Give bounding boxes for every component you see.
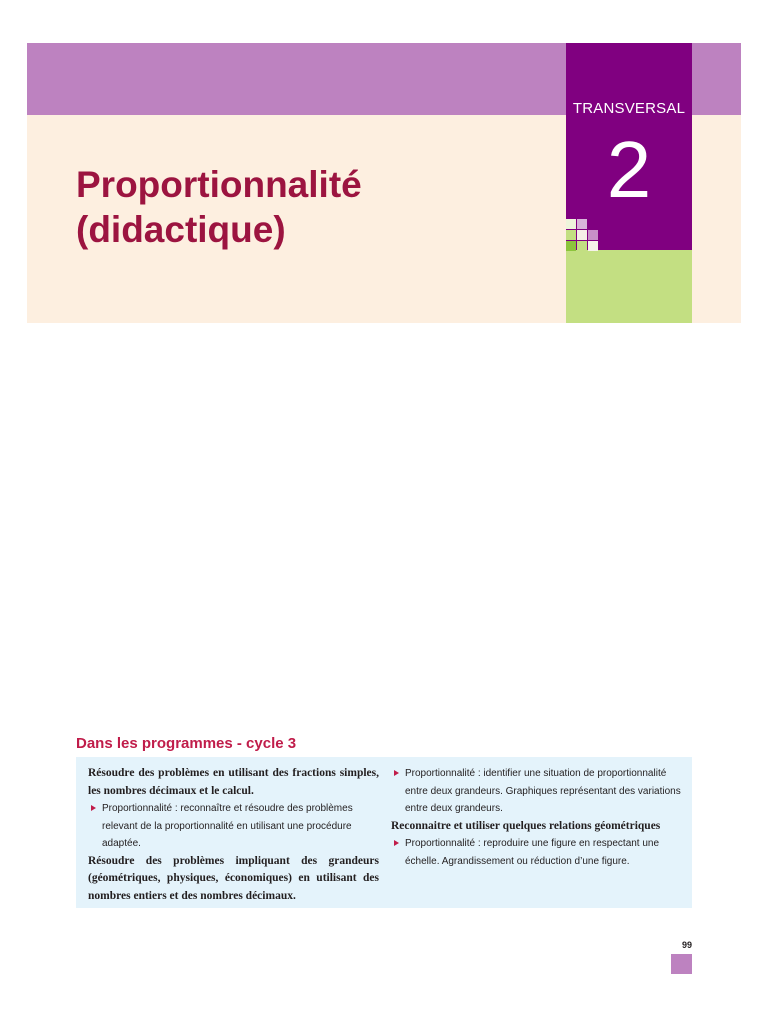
program-bullet-text: Proportionnalité : reproduire une figure en respectant une échelle. Agrandissement ou réduction d’une figure.	[405, 838, 660, 867]
program-right-column	[391, 765, 683, 870]
triangle-bullet-icon	[394, 770, 399, 776]
pixel-square	[577, 241, 587, 251]
page-title-line1: Proportionnalité	[76, 164, 362, 205]
page-marker-square	[671, 954, 692, 974]
program-bullet	[391, 835, 683, 870]
triangle-bullet-icon	[91, 805, 96, 811]
chapter-label: TRANSVERSAL	[572, 100, 686, 117]
program-box	[76, 757, 692, 908]
program-bullet	[88, 800, 379, 853]
chapter-green-block	[566, 250, 692, 323]
pixel-square	[577, 230, 587, 240]
program-bullet	[391, 765, 683, 818]
pixel-square	[588, 241, 598, 251]
triangle-bullet-icon	[394, 840, 399, 846]
page-title-line2: (didactique)	[76, 209, 286, 250]
chapter-number: 2	[606, 125, 652, 214]
pixel-square	[577, 219, 587, 229]
page-title	[76, 162, 362, 252]
program-left-column	[88, 765, 379, 905]
pixel-square	[588, 230, 598, 240]
page-number: 99	[681, 940, 692, 950]
section-heading: Dans les programmes - cycle 3	[76, 735, 297, 752]
program-item: Reconnaitre et utiliser quelques relations géométriques	[391, 819, 661, 832]
pixel-square	[566, 219, 576, 229]
program-bullet-text: Proportionnalité : reconnaître et résoudre des problèmes relevant de la proportionnalité en utilisant une procédure adaptée.	[102, 803, 353, 849]
program-bullet-text: Proportionnalité : identifier une situation de proportionnalité entre deux grandeurs. Graphiques représentant des variations entre deux grandeurs.	[405, 768, 681, 814]
pixel-square	[566, 230, 576, 240]
program-item: Résoudre des problèmes en utilisant des fractions simples, les nombres décimaux et le calcul.	[88, 767, 379, 797]
pixel-square	[566, 241, 576, 251]
program-item: Résoudre des problèmes impliquant des grandeurs (géométriques, physiques, économiques) en utilisant des nombres entiers et des nombres décimaux.	[88, 854, 379, 902]
